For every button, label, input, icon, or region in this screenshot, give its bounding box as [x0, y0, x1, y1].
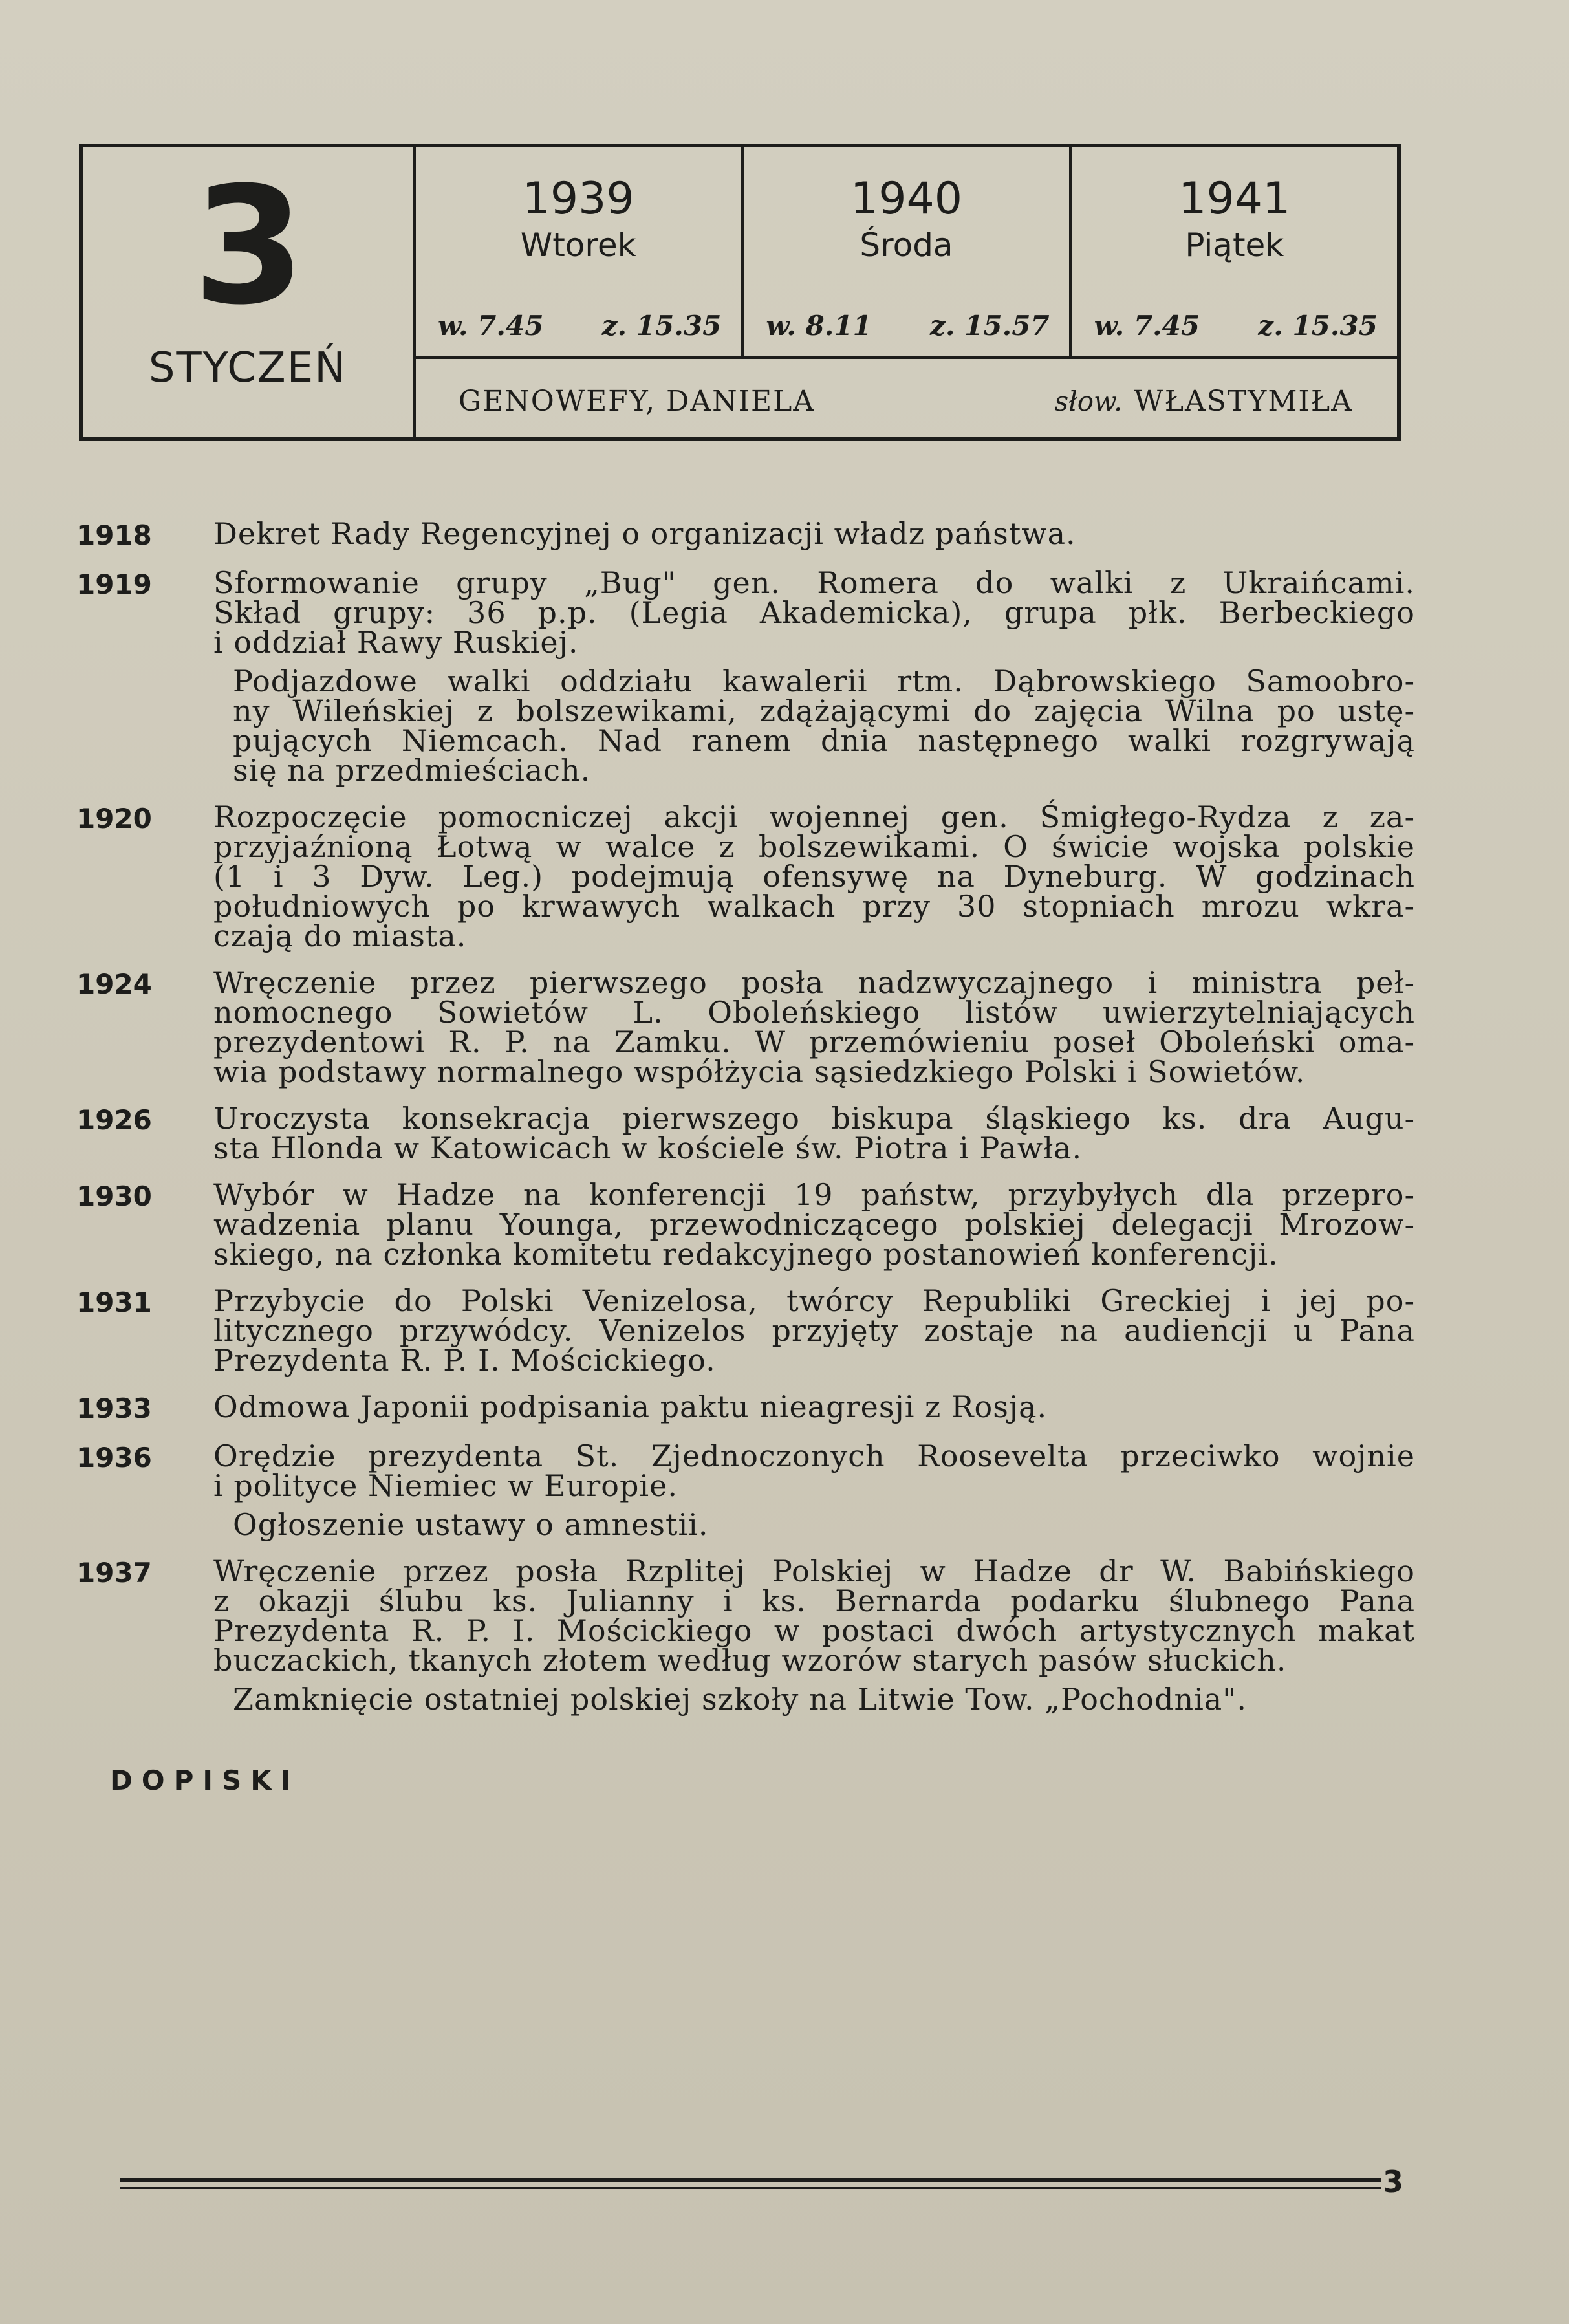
- slavic-name: WŁASTYMIŁA: [1134, 385, 1353, 418]
- event-text-line: litycznego przywódcy. Venizelos przyjęty zostaje na audiencji u Pana: [213, 1313, 1415, 1348]
- event-year: 1920: [76, 803, 152, 834]
- event-text-line: Orędzie prezydenta St. Zjednoczonych Roosevelta przeciwko wojnie: [213, 1439, 1415, 1473]
- years-panel: [416, 147, 1397, 437]
- event-year: 1937: [76, 1557, 152, 1589]
- event-text-line: nomocnego Sowietów L. Oboleńskiego listów uwierzytelniających: [213, 995, 1415, 1030]
- event-text-line: Przybycie do Polski Venizelosa, twórcy Republiki Greckiej i jej po-: [213, 1283, 1415, 1318]
- event-text-line: Zamknięcie ostatniej polskiej szkoły na Litwie Tow. „Pochodnia".: [233, 1682, 1247, 1717]
- event-text-line: Wybór w Hadze na konferencji 19 państw, przybyłych dla przepro-: [213, 1177, 1415, 1212]
- event-text-line: Skład grupy: 36 p.p. (Legia Akademicka), grupa płk. Berbeckiego: [213, 595, 1415, 630]
- weekday-label: Piątek: [1185, 226, 1284, 264]
- event-text-line: buczackich, tkanych złotem według wzorów starych pasów słuckich.: [213, 1643, 1287, 1678]
- year-cell-1939: [416, 147, 744, 356]
- event-text-line: przyjaźnioną Łotwą w walce z bolszewikami. O świcie wojska polskie: [213, 829, 1415, 864]
- footer-rule-thin: [120, 2187, 1381, 2189]
- event-year: 1924: [76, 968, 152, 1000]
- event-paragraph: [213, 565, 1415, 660]
- event-year: 1930: [76, 1180, 152, 1212]
- event-text: [213, 1101, 1415, 1166]
- event-text: [213, 965, 1415, 1089]
- event-text-line: Ogłoszenie ustawy o amnestii.: [233, 1507, 709, 1542]
- sunrise-time: w. 7.45: [1094, 310, 1200, 342]
- event-text-line: skiego, na członka komitetu redakcyjnego postanowień konferencji.: [213, 1237, 1279, 1272]
- event-entry: [76, 1283, 1415, 1378]
- event-entry: [76, 1101, 1415, 1166]
- event-text-line: Prezydenta R. P. I. Mościckiego.: [213, 1343, 716, 1378]
- event-text-line: się na przedmieściach.: [233, 753, 591, 788]
- day-cell: [83, 147, 416, 437]
- page-number: 3: [1383, 2164, 1404, 2199]
- event-paragraph: [213, 1554, 1415, 1678]
- event-text: [213, 799, 1415, 953]
- historical-events-list: [76, 516, 1415, 1731]
- event-entry: [76, 799, 1415, 953]
- event-text-line: Sformowanie grupy „Bug" gen. Romera do walki z Ukraińcami.: [213, 565, 1415, 600]
- event-year: 1919: [76, 569, 152, 600]
- event-year: 1933: [76, 1393, 152, 1424]
- event-entry: [76, 965, 1415, 1089]
- event-entry: [76, 1389, 1415, 1424]
- event-text-line: pujących Niemcach. Nad ranem dnia następnego walki rozgrywają: [233, 723, 1415, 758]
- event-paragraph: [213, 1101, 1415, 1166]
- event-text-line: Podjazdowe walki oddziału kawalerii rtm. Dąbrowskiego Samoobro-: [233, 664, 1415, 699]
- event-year: 1918: [76, 519, 152, 551]
- event-paragraph: [213, 1441, 1415, 1501]
- footer-rule-thick: [120, 2178, 1381, 2182]
- event-text-line: Rozpoczęcie pomocniczej akcji wojennej gen. Śmigłego-Rydza z za-: [213, 799, 1415, 834]
- event-paragraph: [213, 799, 1415, 953]
- slavic-prefix: słow.: [1054, 386, 1123, 417]
- month-name: STYCZEŃ: [148, 344, 347, 392]
- event-year: 1931: [76, 1287, 152, 1318]
- weekday-label: Wtorek: [520, 226, 636, 264]
- event-text: [213, 1283, 1415, 1378]
- weekday-label: Środa: [860, 226, 953, 264]
- event-paragraph: [213, 664, 1415, 788]
- event-text: [213, 1177, 1415, 1272]
- year-cell-1940: [744, 147, 1072, 356]
- year-label: 1940: [850, 173, 963, 224]
- event-text-line: Odmowa Japonii podpisania paktu nieagresji z Rosją.: [213, 1389, 1048, 1424]
- event-text-line: Wręczenie przez posła Rzplitej Polskiej w Hadze dr W. Babińskiego: [213, 1554, 1415, 1589]
- event-text-line: Dekret Rady Regencyjnej o organizacji władz państwa.: [213, 516, 1076, 551]
- event-entry: [76, 565, 1415, 788]
- event-text-line: Prezydenta R. P. I. Mościckiego w postaci dwóch artystycznych makat: [213, 1613, 1415, 1648]
- event-text: [213, 516, 1415, 551]
- event-text: [213, 1389, 1415, 1424]
- event-text-line: ny Wileńskiej z bolszewikami, zdążającymi do zajęcia Wilna po ustę-: [233, 693, 1415, 728]
- name-day-names: GENOWEFY, DANIELA: [459, 385, 816, 418]
- event-paragraph: [213, 516, 1415, 551]
- year-cell-1941: [1072, 147, 1397, 356]
- event-entry: [76, 1439, 1415, 1542]
- event-paragraph: [213, 1389, 1415, 1424]
- sunrise-time: w. 7.45: [438, 310, 544, 342]
- event-paragraph: [213, 1283, 1415, 1378]
- sunset-time: z. 15.57: [930, 310, 1050, 342]
- sunset-time: z. 15.35: [1258, 310, 1378, 342]
- event-text: [213, 565, 1415, 788]
- event-text-line: i oddział Rawy Ruskiej.: [213, 625, 579, 660]
- day-number: 3: [193, 152, 303, 340]
- event-text-line: czają do miasta.: [213, 918, 467, 953]
- event-text-line: z okazji ślubu ks. Julianny i ks. Bernarda podarku ślubnego Pana: [213, 1583, 1415, 1618]
- event-text-line: wadzenia planu Younga, przewodniczącego polskiej delegacji Mrozow-: [213, 1207, 1415, 1242]
- event-text-line: wia podstawy normalnego współżycia sąsiedzkiego Polski i Sowietów.: [213, 1054, 1306, 1089]
- date-header-box: [79, 144, 1401, 441]
- event-text-line: Wręczenie przez pierwszego posła nadzwyczajnego i ministra peł-: [213, 965, 1415, 1000]
- event-entry: [76, 1554, 1415, 1717]
- event-year: 1926: [76, 1104, 152, 1136]
- slavic-name-day: [1055, 385, 1353, 418]
- event-paragraph: [213, 1682, 1415, 1717]
- year-label: 1941: [1178, 173, 1291, 224]
- event-paragraph: [213, 965, 1415, 1089]
- event-text-line: (1 i 3 Dyw. Leg.) podejmują ofensywę na Dyneburg. W godzinach: [213, 859, 1415, 894]
- sunrise-time: w. 8.11: [766, 310, 872, 342]
- years-row: [416, 147, 1397, 359]
- event-text-line: sta Hlonda w Katowicach w kościele św. Piotra i Pawła.: [213, 1131, 1083, 1166]
- year-label: 1939: [522, 173, 634, 224]
- event-entry: [76, 516, 1415, 551]
- notes-heading: DOPISKI: [110, 1765, 300, 1796]
- event-paragraph: [213, 1507, 1415, 1542]
- event-text: [213, 1554, 1415, 1717]
- event-paragraph: [213, 1177, 1415, 1272]
- event-text-line: prezydentowi R. P. na Zamku. W przemówieniu poseł Oboleński oma-: [213, 1025, 1415, 1059]
- name-day-row: [416, 359, 1397, 437]
- event-text-line: i polityce Niemiec w Europie.: [213, 1468, 678, 1503]
- event-year: 1936: [76, 1442, 152, 1473]
- sunset-time: z. 15.35: [601, 310, 722, 342]
- event-text-line: południowych po krwawych walkach przy 30 stopniach mrozu wkra-: [213, 889, 1415, 924]
- event-text-line: Uroczysta konsekracja pierwszego biskupa śląskiego ks. dra Augu-: [213, 1101, 1415, 1136]
- event-entry: [76, 1177, 1415, 1272]
- event-text: [213, 1439, 1415, 1542]
